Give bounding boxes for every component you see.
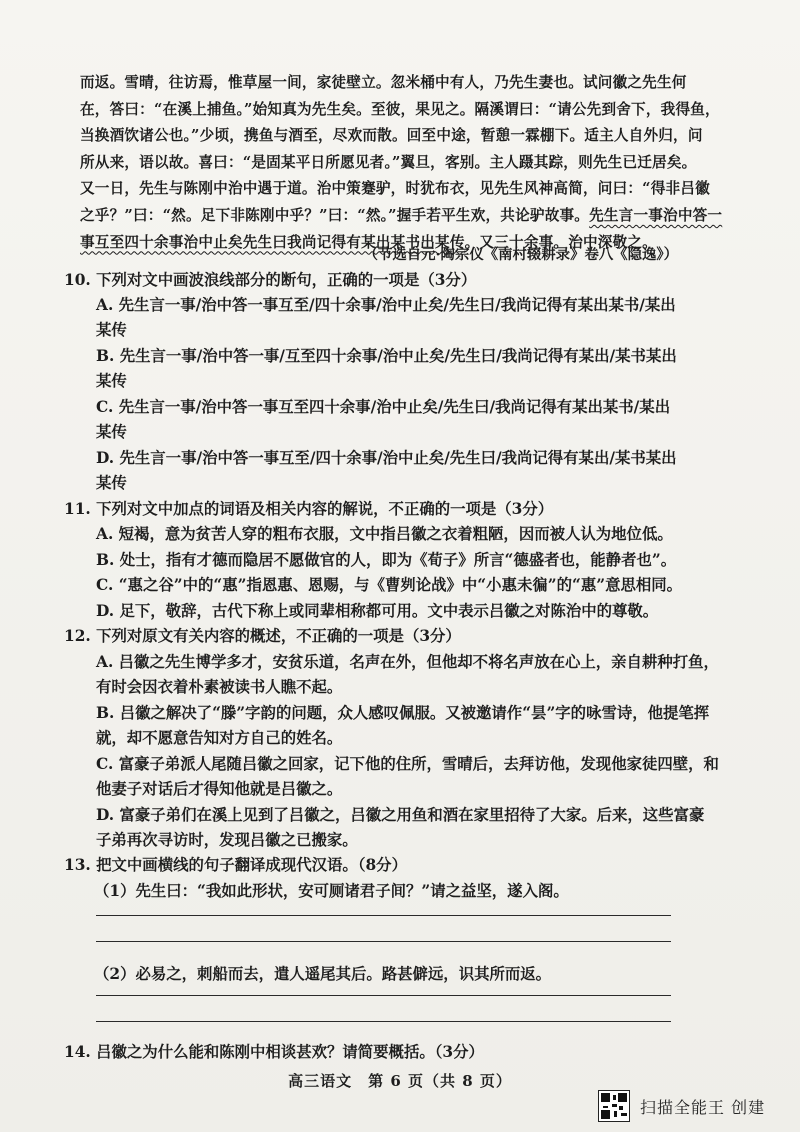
q12-option-b-cont: 就，却不愿意告知对方自己的姓名。 [96,729,343,747]
q11-option-c: C. “惠之谷”中的“惠”指恩惠、恩赐，与《曹刿论战》中“小惠未徧”的“惠”意思相同。 [96,576,683,594]
q13-sentence-1: （1）先生曰：“我如此形状，安可厕诸君子间？”请之益坚，遂入阁。 [94,882,569,900]
q12-option-c-cont: 他妻子对话后才得知他就是吕徽之。 [96,780,343,798]
passage-line: 而返。雪晴，往访焉，惟草屋一间，家徒壁立。忽米桶中有人，乃先生妻也。试问徽之先生何 [80,74,687,91]
passage-line: 在，答曰：“在溪上捕鱼。”始知真为先生矣。至彼，果见之。隔溪谓曰：“请公先到舍下，我得鱼， [80,100,720,118]
q10-option-d-cont: 某传 [96,474,127,492]
q10-option-b-cont: 某传 [96,372,127,390]
wavy-underlined-text: 先生言一事治中答一 [589,206,723,224]
answer-line[interactable] [96,941,671,942]
question-11-stem: 11. 下列对文中加点的词语及相关内容的解说，不正确的一项是（3分） [64,500,554,518]
q13-sentence-2: （2）必易之，刺船而去，遣人遥尾其后。路甚僻远，识其所而返。 [94,965,552,983]
q10-option-c: C. 先生言一事/治中答一事互至四十余事/治中止矣/先生曰/我尚记得有某出某书/某出 [96,398,671,416]
passage-line: 当换酒饮诸公也。”少顷，携鱼与酒至，尽欢而散。回至中途，暂憩一霖棚下。适主人自外归，问 [80,127,703,145]
q12-option-a: A. 吕徽之先生博学多才，安贫乐道，名声在外，但他却不将名声放在心上，亲自耕种打鱼， [96,653,719,671]
q10-option-a: A. 先生言一事/治中答一事互至/四十余事/治中止矣/先生曰/我尚记得有某出某书/某出 [96,296,676,314]
q10-option-b: B. 先生言一事/治中答一事/互至四十余事/治中止矣/先生曰/我尚记得有某出/某书某出 [96,347,677,365]
q11-option-a: A. 短褐，意为贫苦人穿的粗布衣服，文中指吕徽之衣着粗陋，因而被人认为地位低。 [96,525,673,543]
passage-source: （节选自元·陶宗仪《南村辍耕录》卷八《隐逸》） [363,246,678,263]
brand-label: 扫描全能王 创建 [640,1097,766,1117]
passage-line [80,203,723,230]
passage-text: 之乎？”曰：“然。足下非陈刚中乎？”曰：“然。”握手若平生欢，共论驴故事。 [80,206,590,224]
q12-option-a-cont: 有时会因衣着朴素被读书人瞧不起。 [96,678,343,696]
question-10-stem: 10. 下列对文中画波浪线部分的断句，正确的一项是（3分） [64,271,477,289]
q10-option-c-cont: 某传 [96,423,127,441]
answer-line[interactable] [96,1021,671,1022]
q12-option-d: D. 富豪子弟们在溪上见到了吕徽之，吕徽之用鱼和酒在家里招待了大家。后来，这些富豪 [96,806,705,824]
passage-line: 所从来，语以故。喜曰：“是固某平日所愿见者。”翼旦，客别。主人蹑其踪，则先生已迁居矣。 [80,153,697,171]
q11-option-d: D. 足下，敬辞，古代下称上或同辈相称都可用。文中表示吕徽之对陈治中的尊敬。 [96,602,659,620]
wavy-underlined-text: 事互至四十余事治中止矣先生曰我尚记得有某出某书出某传 [80,233,465,251]
answer-line[interactable] [96,915,671,916]
question-14-stem: 14. 吕徽之为什么能和陈刚中相谈甚欢？请简要概括。（3分） [64,1043,484,1061]
q10-option-d: D. 先生言一事/治中答一事互至/四十余事/治中止矣/先生曰/我尚记得有某出/某书某出 [96,449,677,467]
scanner-watermark [598,1090,788,1122]
passage [80,70,723,256]
q10-option-a-cont: 某传 [96,321,127,339]
q11-option-b: B. 处士，指有才德而隐居不愿做官的人，即为《荀子》所言“德盛者也，能静者也”。 [96,551,677,569]
question-13-stem: 13. 把文中画横线的句子翻译成现代汉语。（8分） [64,856,407,874]
q12-option-d-cont: 子弟再次寻访时，发现吕徽之已搬家。 [96,831,358,849]
answer-line[interactable] [96,995,671,996]
passage-line: 又一日，先生与陈刚中治中遇于道。治中策蹇驴，时犹布衣，见先生风神高简，问曰：“得非吕徽 [80,180,710,198]
page-footer: 高三语文 第 6 页（共 8 页） [288,1072,512,1090]
passage-text: 。又三十余事。治中深敬之。 [464,233,657,251]
q12-option-c: C. 富豪子弟派人尾随吕徽之回家，记下他的住所，雪晴后，去拜访他，发现他家徒四壁，和 [96,755,719,773]
qr-code-icon [598,1090,630,1122]
question-12-stem: 12. 下列对原文有关内容的概述，不正确的一项是（3分） [64,627,461,645]
q12-option-b: B. 吕徽之解决了“滕”字韵的问题，众人感叹佩服。又被邀请作“昙”字的咏雪诗，他提笔挥 [96,704,710,722]
